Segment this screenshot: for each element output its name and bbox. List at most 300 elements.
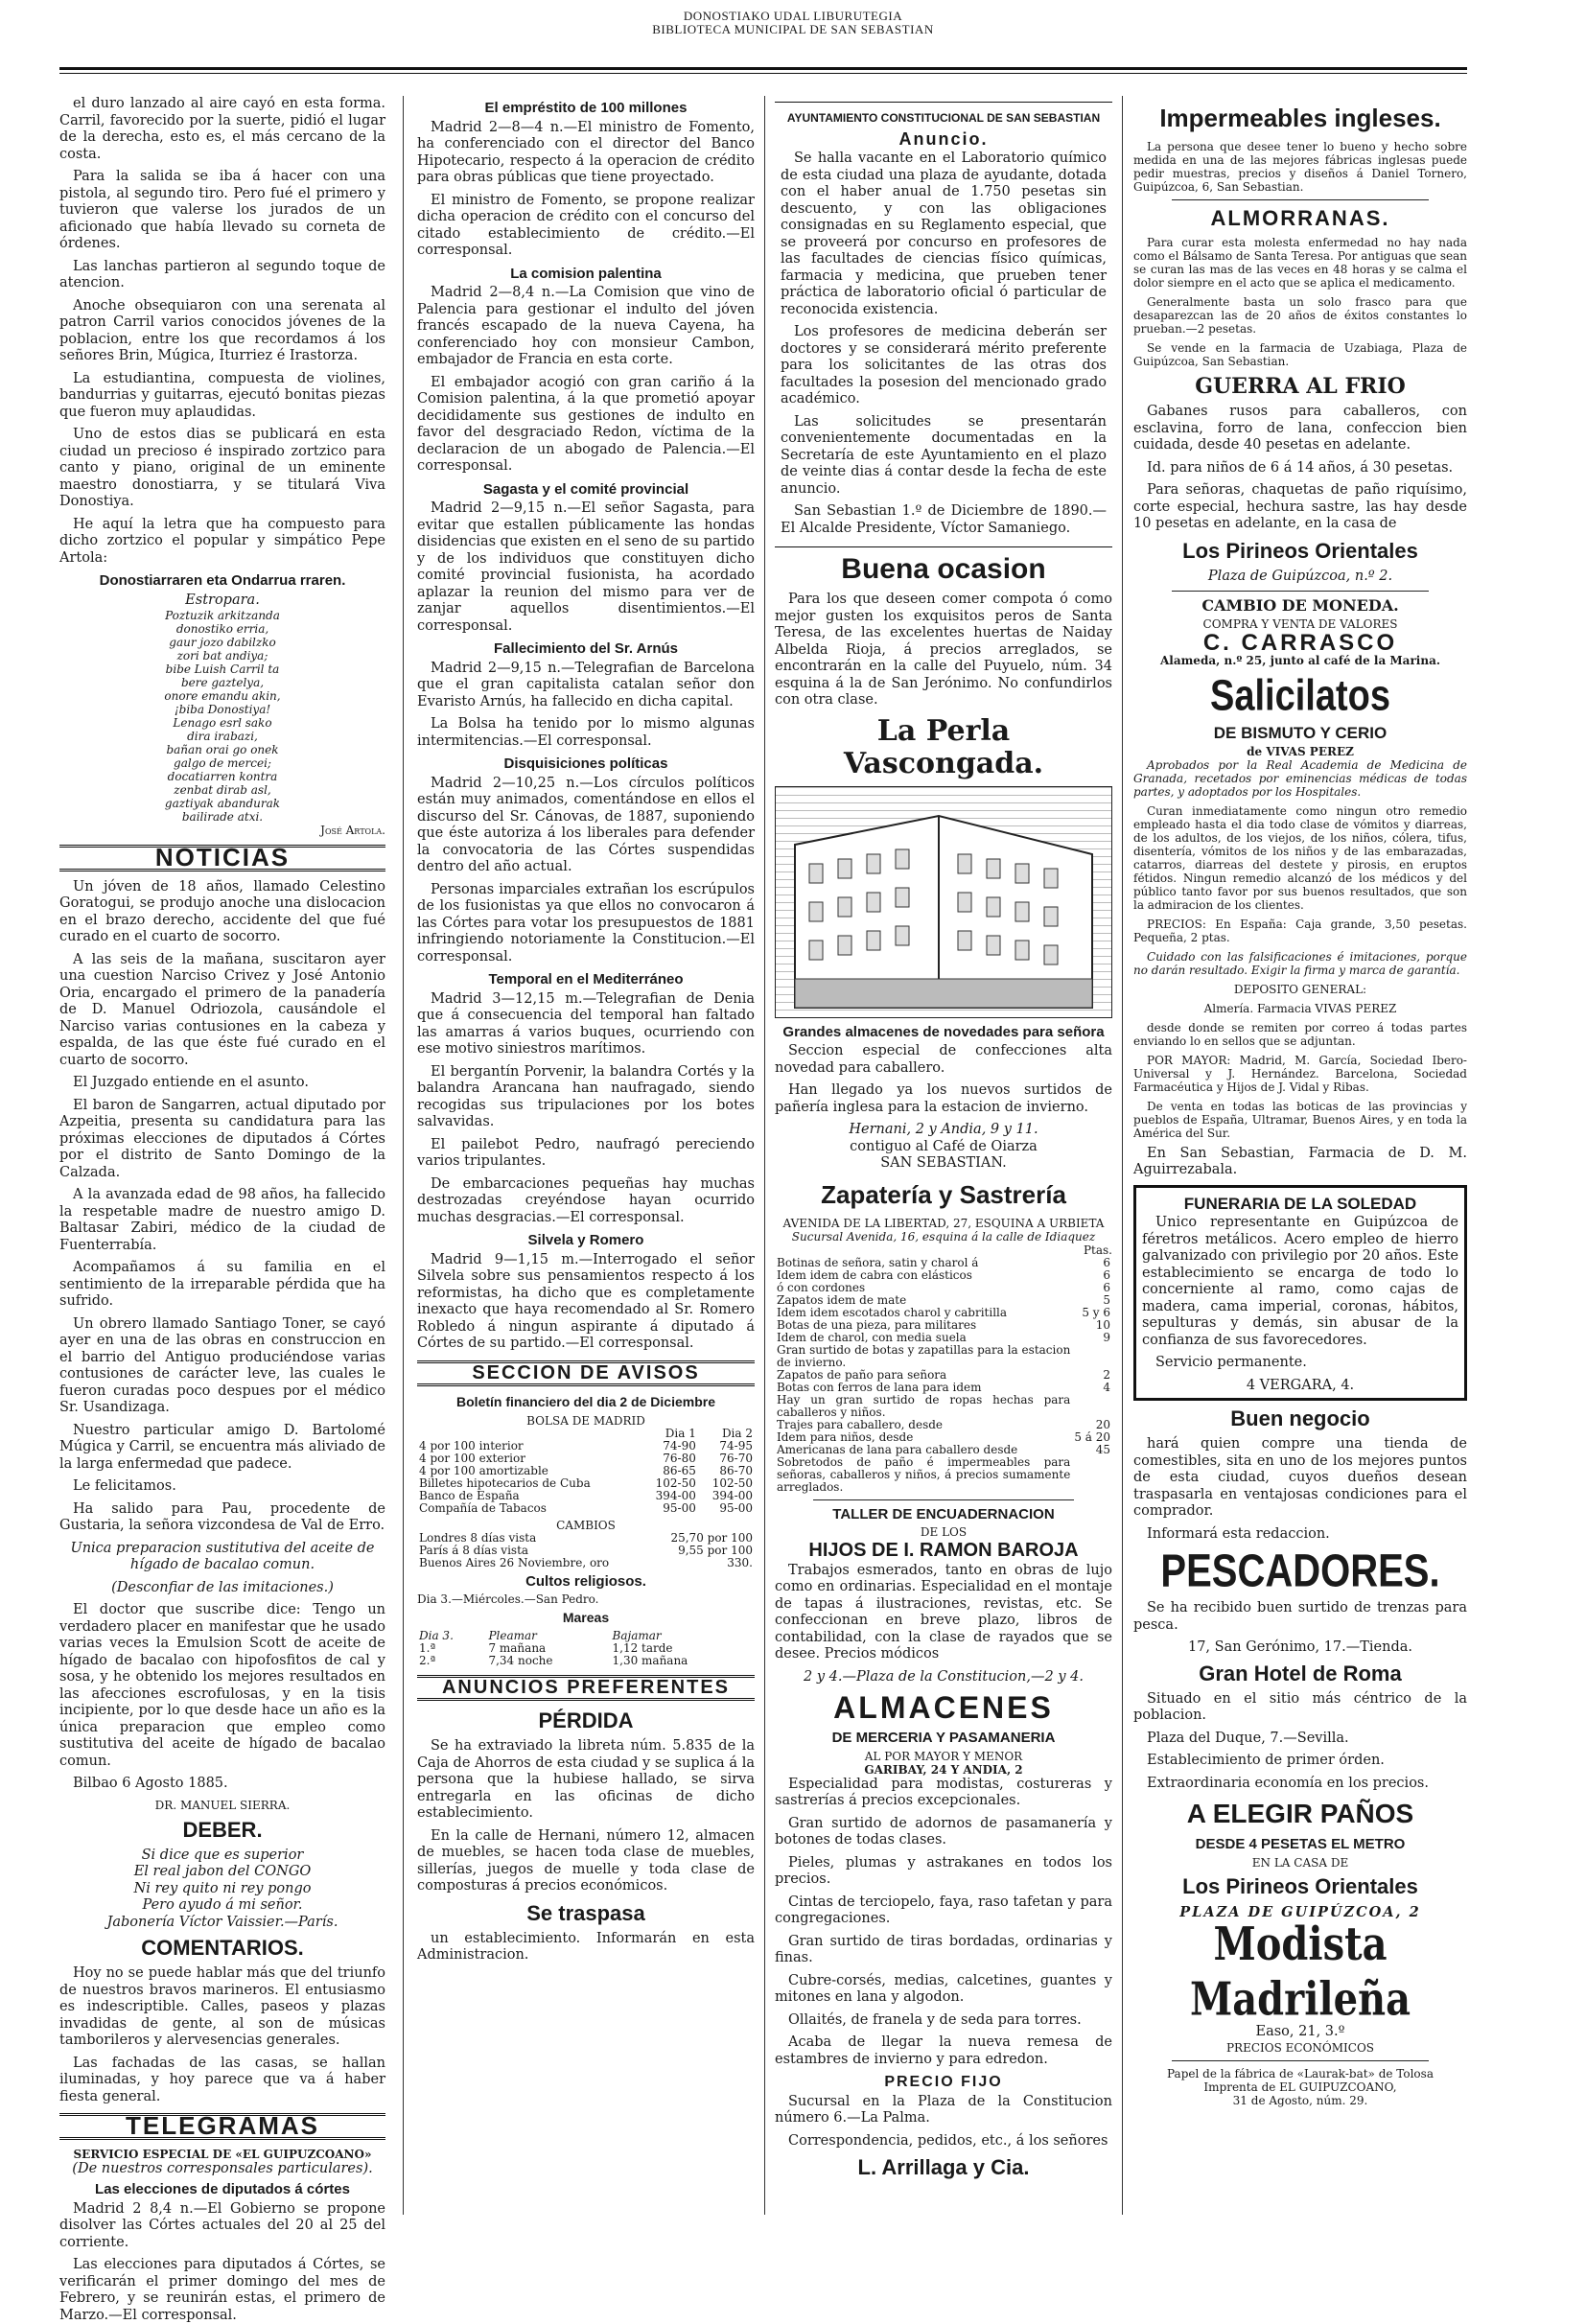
arrillaga-heading: L. Arrillaga y Cia. (857, 2155, 1030, 2179)
table-cell: 394-00 (655, 1488, 696, 1502)
table-cell: Zapatos de paño para señora (777, 1367, 947, 1382)
table-cell: Buenos Aires 26 Noviembre, oro (419, 1555, 610, 1569)
table-row (417, 1502, 755, 1515)
paragraph: Ollaités, de franela y de seda para torres. (788, 2011, 1082, 2028)
table-row (775, 1344, 1112, 1369)
table-cell: 2 (1103, 1367, 1110, 1382)
paragraph: Personas imparciales extrañan los escrúpulos de los fusionistas ya que ellos no convocaron á las Córtes para votar los presupuestos de 1881 infringiendo notoriamente la Constitucion.—El corresponsal. (417, 881, 755, 964)
paragraph: Situado en el sitio más céntrico de la poblacion. (1133, 1690, 1467, 1723)
library-name-spanish: BIBLIOTECA MUNICIPAL DE SAN SEBASTIAN (652, 22, 934, 36)
emprestito-heading: El empréstito de 100 millones (484, 100, 688, 116)
zapateria-price-table (775, 1257, 1112, 1494)
divider (1172, 2060, 1429, 2061)
paragraph: La Bolsa ha tenido por lo mismo algunas intermitencias.—El corresponsal. (417, 716, 755, 749)
deber-heading: DEBER. (182, 1817, 263, 1842)
elegir-panos-heading: A ELEGIR PAÑOS (1186, 1799, 1414, 1828)
ad-date: Bilbao 6 Agosto 1885. (73, 1776, 228, 1791)
library-name-basque: DONOSTIAKO UDAL LIBURUTEGIA (683, 9, 903, 23)
taller-heading: TALLER DE ENCUADERNACION (832, 1505, 1055, 1522)
paragraph: un establecimiento. Informarán en esta Administracion. (417, 1930, 755, 1963)
table-cell: 4 por 100 amortizable (419, 1463, 548, 1477)
poem-line: docatiarren kontra (167, 770, 278, 783)
buena-ocasion-heading: Buena ocasion (841, 553, 1046, 585)
table-row (775, 1319, 1112, 1332)
paragraph: DEPOSITO GENERAL: (1233, 982, 1367, 996)
paragraph: POR MAYOR: Madrid, M. García, Sociedad Ibero-Universal y J. Hernández. Barcelona, Sociedad Farmacéutica y Hijos de J. Vidal y Ribas. (1133, 1053, 1467, 1094)
paragraph: El doctor que suscribe dice: Tengo un verdadero placer en manifestar que he usado varias veces la Emulsion Scott de aceite de hígado de bacalao con hipofosfitos de cal y sosa, y he obtenido los mejores resultados en las afecciones escrofulosas, y en la tisis incipiente, por lo que desde hace un año es la única preparacion que empleo como sustitutiva del aceite de hígado de bacalao comun. (59, 1602, 385, 1769)
poem-subtitle: Estropara. (185, 592, 260, 608)
poem-line: dira irabazi, (187, 730, 258, 743)
table-cell: 4 (1103, 1380, 1110, 1394)
paragraph: Para la salida se iba á hacer con una pistola, al segundo tiro. Pero fué el primero y tuvieron que valerse los jurados de un aficionado que había llevado su corneta de órdenes. (59, 169, 385, 251)
column-1 (59, 96, 385, 2323)
paragraph: Acompañamos á su familia en el sentimiento de la irreparable pérdida que ha sufrido. (59, 1260, 385, 1309)
pirineos-heading: Los Pirineos Orientales (1182, 538, 1418, 563)
table-cell: Idem para niños, desde (777, 1429, 914, 1444)
paragraph: Nuestro particular amigo D. Bartolomé Múgica y Carril, se encuentra más aliviado de la larga enfermedad que padece. (59, 1422, 385, 1472)
poem-line: gaur jozo dabilzko (169, 636, 276, 649)
paragraph: Las solicitudes se presentarán convenientemente documentadas en la Secretaría de este Ayuntamiento en el plazo de veinte dias á contar desde la fecha de este anuncio. (781, 413, 1107, 497)
divider (1172, 591, 1429, 592)
paragraph: Especialidad para modistas, costureras y sastrerías á precios excepcionales. (775, 1776, 1112, 1808)
poem-title: Donostiarraren eta Ondarrua rraren. (99, 572, 346, 589)
baroja-heading: HIJOS DE I. RAMON BAROJA (808, 1540, 1079, 1561)
mareas-heading: Mareas (562, 1610, 610, 1625)
paragraph: En la calle de Hernani, número 12, almacen de muebles, se hacen toda clase de muebles, sillerías, juegos de muelle y toda clase de composturas á precios económicos. (417, 1827, 755, 1894)
paragraph: La estudiantina, compuesta de violines, bandurrias y guitarras, ejecutó bonitas piezas que fueron muy aplaudidas. (59, 370, 385, 420)
table-cell: 45 (1095, 1442, 1110, 1456)
paragraph: Cuidado con las falsificaciones é imitaciones, porque no darán resultado. Exigir la firma y marca de garantía. (1133, 949, 1467, 977)
poem-line: galgo de mercei; (174, 756, 271, 770)
table-row (775, 1431, 1112, 1444)
table-cell: 76-80 (663, 1451, 696, 1465)
table-row (775, 1307, 1112, 1319)
paragraph: He aquí la letra que ha compuesto para dicho zortzico el popular y simpático Pepe Artola: (59, 516, 385, 566)
table-row (417, 1557, 755, 1569)
paragraph: Hoy no se puede hablar más que del triunfo de nuestros bravos marineros. El entusiasmo es indescriptible. Calles, paseos y plazas invadidas de gente, al son de músicas tamborileros y alervesencias generales. (59, 1965, 385, 2048)
table-row (775, 1257, 1112, 1269)
table-row (775, 1456, 1112, 1494)
paragraph: Establecimiento de primer órden. (1147, 1753, 1385, 1768)
table-row (775, 1369, 1112, 1382)
table-cell: Idem idem de cabra con elásticos (777, 1267, 972, 1282)
table-cell: Londres 8 días vista (419, 1530, 537, 1545)
paragraph: Gabanes rusos para caballeros, con esclavina, forro de lana, confeccion bien cuidada, desde 40 pesetas en adelante. (1133, 404, 1467, 453)
table-cell: ó con cordones (777, 1280, 866, 1294)
divider (1172, 199, 1429, 200)
almacenes-subtitle-2: AL POR MAYOR Y MENOR (864, 1749, 1023, 1763)
imprenta-line: 31 de Agosto, núm. 29. (1232, 2093, 1368, 2107)
almacenes-heading: ALMACENES (833, 1690, 1054, 1725)
paragraph: Madrid 2 8,4 n.—El Gobierno se propone disolver las Córtes actuales del 20 al 25 del corriente. (59, 2200, 385, 2250)
table-cell: 102-50 (655, 1476, 696, 1490)
table-cell: Botas con ferros de lana para idem (777, 1380, 982, 1394)
paragraph: San Sebastian 1.º de Diciembre de 1890.—El Alcalde Presidente, Víctor Samaniego. (781, 503, 1107, 536)
paragraph: Servicio permanente. (1155, 1355, 1307, 1370)
imprenta-line: Papel de la fábrica de «Laurak-bat» de Tolosa (1167, 2066, 1434, 2080)
paragraph: Unico representante en Guipúzcoa de féretros metálicos. Acero empleo de hierro galvanizado con privilegio por 20 años. Este establecimiento se encarga de todo lo concerniente al ramo, como cajas de madera, cama imperial, coronas, hábitos, sepulturas y demás, sin abusar de la confianza de sus favorecedores. (1142, 1215, 1458, 1348)
paragraph: La persona que desee tener lo bueno y hecho sobre medida en una de las mejores fábricas inglesas puede pedir muestras, precios y diseños á Daniel Tornero, Guipúzcoa, 6, San Sebastian. (1133, 140, 1467, 194)
paragraph: Madrid 2—8,4 n.—La Comision que vino de Palencia para gestionar el indulto del jóven francés escapado de la nueva Cayena, ha conferenciado hoy con monsieur Cambon, embajador de Francia en esta corte. (417, 285, 755, 367)
paragraph: Se vende en la farmacia de Uzabiaga, Plaza de Guipúzcoa, San Sebastian. (1133, 341, 1467, 368)
almacenes-subtitle: DE MERCERIA Y PASAMANERIA (831, 1730, 1056, 1746)
perla-address-line: SAN SEBASTIAN. (880, 1155, 1007, 1171)
arnus-heading: Fallecimiento del Sr. Arnús (494, 640, 678, 657)
silvela-heading: Silvela y Romero (527, 1232, 644, 1248)
elecciones-heading: Las elecciones de diputados á córtes (95, 2181, 350, 2197)
perla-address-line: Hernani, 2 y Andia, 9 y 11. (849, 1122, 1038, 1137)
elegir-casa-label: EN LA CASA DE (1251, 1855, 1349, 1870)
table-cell: 330. (727, 1555, 753, 1569)
pirineos-address: Plaza de Guipúzcoa, n.º 2. (1207, 568, 1393, 584)
table-cell: 6 (1103, 1267, 1110, 1282)
column-header: Dia 1 (665, 1426, 696, 1440)
telegramas-note: (De nuestros corresponsales particulares). (72, 2160, 373, 2176)
paragraph: Un obrero llamado Santiago Toner, se cayó ayer en una de las obras en construccion en el barrio del Antiguo produciéndose varias contusiones de carácter leve, las cuales le fueron curadas poco despues por el médico Sr. Usandizaga. (59, 1315, 385, 1415)
table-row (775, 1282, 1112, 1294)
zapateria-heading: Zapatería y Sastrería (821, 1179, 1066, 1209)
table-cell (1072, 1394, 1112, 1419)
comentarios-heading: COMENTARIOS. (141, 1936, 304, 1960)
paragraph: Gran surtido de adornos de pasamanería y botones de todas clases. (775, 1815, 1112, 1848)
column-header: Dia 2 (721, 1426, 753, 1440)
paragraph: A las seis de la mañana, suscitaron ayer una cuestion Narciso Crivez y José Antonio Oria, encargado el primero de la panadería de D. Manuel Odriozola, causándole el Narciso varias contusiones en la cabeza y espalda, de las que éste fué curado en el cuarto de socorro. (59, 951, 385, 1068)
noticias-heading: NOTICIAS (59, 845, 385, 872)
paragraph: Curan inmediatamente como ningun otro remedio empleado hasta el dia todo clase de vómitos y diarreas, de los adultos, de los viejos, de los niños, cólera, tifus, disentería, vómitos de los niños y de las embarazadas, catarros, diarreas del destete y pirosis, en eruptos fétidos. Ningun remedio alcanzó de los médicos y del público tanto favor por sus buenos resultados, que son la admiracion de los clientes. (1133, 803, 1467, 912)
paragraph: hará quien compre una tienda de comestibles, sita en uno de los mejores puntos de esta ciudad, cuyos dueños desean traspasarla en ventajosas condiciones para el comprador. (1133, 1436, 1467, 1519)
boletin-heading: Boletín financiero del dia 2 de Diciembre (456, 1394, 715, 1409)
paragraph: Los profesores de medicina deberán ser doctores y se considerará mérito preferente para los solicitantes de las otras dos facultades la posesion del mencionado grado académico. (781, 324, 1107, 407)
poem-line: bere gaztelya, (180, 676, 265, 689)
table-cell: Trajes para caballero, desde (777, 1417, 944, 1431)
temporal-heading: Temporal en el Mediterráneo (488, 971, 684, 988)
poem-line: Lenago esrl sako (173, 716, 272, 730)
perdida-heading: PÉRDIDA (538, 1708, 634, 1732)
table-cell: 95-00 (719, 1500, 753, 1515)
modista-address: Easo, 21, 3.º (1255, 2024, 1345, 2039)
paragraph: Para los que deseen comer compota ó como mejor gusten los exquisitos peros de Santa Teresa, de las excelentes huertas de Naiday Albelda Rioja, á precios arreglados, se encontrarán en la calle del Puyuelo, núm. 34 esquina á la de San Jerónimo. No confundirlos con otra clase. (775, 592, 1112, 708)
paragraph: Madrid 2—10,25 n.—Los círculos políticos están muy animados, comentándose en ellos el discurso del Sr. Cánovas, de 1887, suponiendo que éste autoriza á los liberales para defender la convocatoria de las Córtes suspendidas dentro del año actual. (417, 775, 755, 874)
preferentes-heading: ANUNCIOS PREFERENTES (417, 1675, 755, 1702)
paragraph: Madrid 9—1,15 m.—Interrogado el señor Silvela sobre sus pensamientos respecto á los reformistas, ha dicho que es completamente inexacto que haya recomendado al Sr. Romero Robledo á ningun aspirante á diputado á Córtes de su partido.—El corresponsal. (417, 1251, 755, 1351)
paragraph: el duro lanzado al aire cayó en esta forma. Carril, favorecido por la suerte, pidió el lugar de la derecha, esto es, el más cercano de la costa. (59, 96, 385, 162)
table-cell: 102-50 (711, 1476, 753, 1490)
table-cell: París á 8 días vista (419, 1543, 529, 1557)
verse-line: Jabonería Víctor Vaissier.—París. (106, 1914, 338, 1930)
divider (813, 1499, 1074, 1500)
poem-line: zori bat andiya; (176, 649, 268, 662)
paragraph: Generalmente basta un solo frasco para que desaparezcan las de 20 años de éxitos constantes lo prueban.—2 pesetas. (1133, 295, 1467, 336)
table-cell: Zapatos idem de mate (777, 1292, 907, 1307)
paragraph: El ministro de Fomento, se propone realizar dicha operacion de crédito con el concurso del citado establecimiento de crédito.—El corresponsal. (417, 192, 755, 258)
impermeables-heading: Impermeables ingleses. (1159, 104, 1441, 132)
table-row (417, 1655, 755, 1667)
paragraph: El embajador acogió con gran cariño á la Comision palentina, á la que prometió apoyar decididamente sus gestiones de indulto en favor del desgraciado Redon, víctima de la declaracion de un abogado de Palencia.—El corresponsal. (417, 374, 755, 474)
buen-negocio-heading: Buen negocio (1230, 1406, 1370, 1430)
poem-author: José Artola. (320, 824, 385, 837)
table-cell: 76-70 (719, 1451, 753, 1465)
table-row (417, 1545, 755, 1557)
elegir-panos-subtitle: DESDE 4 PESETAS EL METRO (1195, 1836, 1406, 1852)
table-cell: 1,12 tarde (612, 1640, 673, 1655)
table-header-row (417, 1630, 755, 1642)
table-cell: Botinas de señora, satin y charol á (777, 1255, 979, 1269)
paragraph: Id. para niños de 6 á 14 años, á 30 pesetas. (1147, 459, 1454, 476)
paragraph: Madrid 2—8—4 n.—El ministro de Fomento, ha conferenciado con el director del Banco Hipotecario, respecto á la operacion de crédito para obras públicas que tiene proyectado. (417, 119, 755, 185)
noticias-section (59, 879, 385, 1535)
table-row (775, 1269, 1112, 1282)
table-row (417, 1642, 755, 1655)
poem-line: donostiko erria, (175, 622, 269, 636)
paragraph: Pieles, plumas y astrakanes en todos los precios. (775, 1854, 1112, 1887)
scott-emulsion-ad (59, 1541, 385, 1812)
paragraph: Plaza del Duque, 7.—Sevilla. (1147, 1730, 1349, 1746)
table-cell: 10 (1095, 1317, 1110, 1332)
table-cell: 9,55 por 100 (678, 1543, 753, 1557)
poem-line: gaztiyak abandurak (164, 797, 281, 810)
table-row (417, 1452, 755, 1465)
paragraph: Un jóven de 18 años, llamado Celestino Goratogui, se produjo anoche una dislocacion en el brazo derecho, accidente del que fué curado en el cuarto de socorro. (59, 878, 385, 944)
bismuto-subtitle: DE BISMUTO Y CERIO (1213, 724, 1388, 742)
cambios-table (417, 1532, 755, 1569)
almacenes-address: GARIBAY, 24 Y ANDIA, 2 (864, 1762, 1023, 1777)
modista-heading: Modista Madrileña (1189, 1917, 1411, 2027)
elegir-address: PLAZA DE GUIPÚZCOA, 2 (1179, 1903, 1421, 1920)
paragraph: Las elecciones para diputados á Córtes, se verificarán el primer domingo del mes de Febrero, y se reunirán estas, el primero de Marzo.—El corresponsal. (59, 2257, 385, 2323)
paragraph: Para señoras, chaquetas de paño riquísimo, corte especial, hechura sastre, las hay desde 10 pesetas en adelante, en la casa de (1133, 482, 1467, 531)
cambio-moneda-heading: CAMBIO DE MONEDA. (1201, 596, 1399, 615)
verse-line: Si dice que es superior (141, 1847, 304, 1863)
paragraph: PRECIOS: En España: Caja grande, 3,50 pesetas. Pequeña, 2 ptas. (1133, 917, 1467, 944)
ad-note: (Desconfiar de las imitaciones.) (111, 1579, 334, 1595)
poem-line: Poztuzik arkitzanda (165, 609, 280, 622)
poem-line: zenbat dirab asl, (174, 783, 271, 797)
poem-line: bailirade atxi. (181, 810, 264, 824)
perla-subtitle: Grandes almacenes de novedades para señora (782, 1023, 1105, 1040)
table-cell: 74-90 (663, 1438, 696, 1452)
poem-line: bañan orai go onek (166, 743, 279, 756)
avisos-heading: SECCION DE AVISOS (417, 1360, 755, 1387)
table-cell: 1.ª (419, 1640, 436, 1655)
carrasco-address: Alameda, n.º 25, junto al café de la Marina. (1159, 654, 1441, 667)
table-cell: 1,30 mañana (612, 1653, 688, 1667)
table-cell: Sobretodos de paño é impermeables para señoras, caballeros y niños, á precios sumamente arreglados. (777, 1454, 1071, 1494)
table-cell: 86-70 (719, 1463, 753, 1477)
paragraph: Las lanchas partieron al segundo toque de atencion. (59, 258, 385, 290)
paragraph: Cintas de terciopelo, faya, raso tafetan y para congregaciones. (775, 1894, 1112, 1926)
column-header: Dia 3. (419, 1628, 454, 1642)
table-cell: Billetes hipotecarios de Cuba (419, 1476, 591, 1490)
perla-vascongada-heading: La Perla Vascongada. (843, 713, 1044, 780)
verse-line: El real jabon del CONGO (133, 1864, 312, 1879)
library-header (0, 10, 1586, 36)
column-3 (775, 96, 1112, 2215)
table-row (417, 1465, 755, 1477)
ad-headline: Unica preparacion sustitutiva del aceite de hígado de bacalao comun. (70, 1540, 375, 1572)
traspasa-heading: Se traspasa (526, 1900, 645, 1925)
paragraph: Ha salido para Pau, procedente de Gustaria, la señora vizcondesa de Val de Erro. (59, 1500, 385, 1533)
table-cell: 6 (1103, 1280, 1110, 1294)
table-cell: Idem idem escotados charol y cabritilla (777, 1305, 1008, 1319)
elegir-pirineos-heading: Los Pirineos Orientales (1182, 1873, 1418, 1898)
table-cell: Hay un gran surtido de ropas hechas para caballeros y niños. (777, 1392, 1071, 1419)
pescadores-address: 17, San Gerónimo, 17.—Tienda. (1187, 1639, 1413, 1655)
table-cell: 5 á 20 (1074, 1429, 1110, 1444)
ayuntamiento-notice (775, 102, 1112, 547)
column-divider-2 (764, 96, 765, 2215)
ayuntamiento-heading: AYUNTAMIENTO CONSTITUCIONAL DE SAN SEBASTIAN (786, 111, 1101, 125)
column-header: Pleamar (488, 1628, 537, 1642)
bolsa-madrid-label: BOLSA DE MADRID (526, 1413, 645, 1428)
paragraph: Uno de estos dias se publicará en esta ciudad un precioso é inspirado zortzico para canto y piano, original de un eminente maestro donostiarra, y se titulará Viva Donostiya. (59, 427, 385, 509)
funeraria-heading: FUNERARIA DE LA SOLEDAD (1183, 1194, 1417, 1213)
perla-address-line: contiguo al Café de Oiarza (850, 1138, 1038, 1154)
table-row (417, 1477, 755, 1490)
carrasco-heading: C. CARRASCO (1202, 629, 1398, 656)
building-icon (776, 787, 1111, 1017)
paragraph: Madrid 2—9,15 n.—Telegrafian de Barcelona que el gran capitalista catalan señor don Evaristo Arnús, ha fallecido en dicha capital. (417, 660, 755, 709)
table-cell: Gran surtido de botas y zapatillas para la estacion de invierno. (777, 1342, 1071, 1369)
verse-line: Ni rey quito ni rey pongo (133, 1880, 312, 1896)
bolsa-table (417, 1428, 755, 1515)
almorranas-heading: ALMORRANAS. (1210, 206, 1390, 230)
telegramas-subtitle: SERVICIO ESPECIAL DE «EL GUIPUZCOANO» (73, 2147, 372, 2161)
paragraph: Sucursal en la Plaza de la Constitucion número 6.—La Palma. (775, 2093, 1112, 2126)
paragraph: Cubre-corsés, medias, calcetines, guantes y mitones en lana y algodon. (775, 1972, 1112, 2005)
table-cell: Americanas de lana para caballero desde (777, 1442, 1018, 1456)
paragraph: De embarcaciones pequeñas hay muchas destrozadas creyéndose hayan ocurrido muchas desgracias.—El corresponsal. (417, 1175, 755, 1225)
table-cell: 394-00 (711, 1488, 753, 1502)
table-row (775, 1419, 1112, 1431)
building-illustration (775, 786, 1112, 1018)
disquisiciones-heading: Disquisiciones políticas (503, 755, 668, 772)
taller-de-label: DE LOS (920, 1525, 968, 1539)
table-cell: Idem de charol, con media suela (777, 1330, 967, 1344)
modista-precios: PRECIOS ECONÓMICOS (1225, 2040, 1375, 2055)
paragraph: Le felicitamos. (73, 1478, 176, 1494)
table-cell: 4 por 100 interior (419, 1438, 524, 1452)
imprenta-line: Imprenta de EL GUIPUZCOANO, (1203, 2080, 1397, 2094)
verse-line: Pero ayudo á mi señor. (142, 1897, 303, 1913)
anuncio-heading: Anuncio. (898, 128, 989, 149)
pescadores-heading: PESCADORES. (1160, 1545, 1440, 1597)
paragraph: En San Sebastian, Farmacia de D. M. Aguirrezabala. (1133, 1145, 1467, 1177)
table-cell: 4 por 100 exterior (419, 1451, 525, 1465)
paragraph: Trabajos esmerados, tanto en obras de lujo como en ordinarias. Especialidad en el montaje de tapas á ilustraciones, revistas, etc. Se confeccionan en breve plazo, libros de contabilidad, con la clase de rayados que se desee. Precios módicos (775, 1562, 1112, 1662)
telegramas-heading: TELEGRAMAS (59, 2113, 385, 2140)
guerra-frio-heading: GUERRA AL FRIO (1195, 374, 1406, 399)
table-cell: 2.ª (419, 1653, 436, 1667)
paragraph: Anoche obsequiaron con una serenata al patron Carril varios conocidos jóvenes de la poblacion, entre los que recordamos á los señores Brin, Múgica, Iturriez é Irastorza. (59, 297, 385, 363)
paragraph: Informará esta redaccion. (1147, 1525, 1330, 1542)
paragraph: Seccion especial de confecciones alta novedad para caballero. (775, 1043, 1112, 1076)
paragraph: De venta en todas las boticas de las provincias y pueblos de España, Ultramar, Buenos Aires, y en toda la América del Sur. (1133, 1099, 1467, 1140)
ad-signature: DR. MANUEL SIERRA. (154, 1798, 291, 1812)
sagasta-heading: Sagasta y el comité provincial (482, 480, 689, 498)
table-row (775, 1332, 1112, 1344)
paragraph: A la avanzada edad de 98 años, ha fallecido la respetable madre de nuestro amigo D. Baltasar Zabiri, médico de la ciudad de Fuenterrabía. (59, 1187, 385, 1253)
poem-line: bibe Luish Carril ta (165, 662, 280, 676)
paragraph: Madrid 2—9,15 n.—El señor Sagasta, para evitar que estallen públicamente las hondas disidencias que existen en el seno de su partido y de los individuos que constituyen dicho comité provincial fusionista, ha acordado aplazar la reunion del mismo para ver de zanjar aquellos disentimientos.—El corresponsal. (417, 500, 755, 634)
vivas-perez-label: de VIVAS PEREZ (1247, 744, 1354, 758)
table-cell: Banco de España (419, 1488, 520, 1502)
table-cell: 86-65 (663, 1463, 696, 1477)
precio-fijo-heading: PRECIO FIJO (884, 2074, 1003, 2090)
table-row (775, 1382, 1112, 1394)
table-row (417, 1490, 755, 1502)
paragraph: Han llegado ya los nuevos surtidos de pañería inglesa para la estacion de invierno. (775, 1082, 1112, 1115)
table-cell: Botas de una pieza, para militares (777, 1317, 977, 1332)
table-cell (1072, 1456, 1112, 1494)
table-cell: 6 (1103, 1255, 1110, 1269)
column-divider-3 (1122, 96, 1123, 2215)
paragraph: Aprobados por la Real Academia de Medicina de Granada, recetados por eminencias médicas de todas partes, y adoptados por los Hospitales. (1133, 757, 1467, 799)
table-row (417, 1532, 755, 1545)
paragraph: El baron de Sangarren, actual diputado por Azpeitia, presenta su candidatura para las próximas elecciones de diputados á Córtes por el distrito de Santo Domingo de la Calzada. (59, 1097, 385, 1180)
table-row (775, 1394, 1112, 1419)
column-4 (1133, 96, 1467, 2215)
paragraph: Se halla vacante en el Laboratorio químico de esta ciudad una plaza de ayudante, dotada con el haber anual de 1.750 pesetas sin descuento, y con las obligaciones consignadas en su Reglamento especial, que se proveerá por concurso en profesores de las facultades de ciencias físico químicas, farmacia y medicina, que prueben tener práctica de laboratorio oficial ó particular de reconocida existencia. (781, 151, 1107, 317)
table-row (417, 1440, 755, 1452)
column-2 (417, 96, 755, 2215)
poem (59, 609, 385, 824)
funeraria-ad (1133, 1185, 1467, 1402)
table-cell: 5 y 6 (1082, 1305, 1110, 1319)
cultos-text: Dia 3.—Miércoles.—San Pedro. (417, 1592, 599, 1606)
paragraph: Se ha recibido buen surtido de trenzas para pesca. (1133, 1600, 1467, 1633)
paragraph: Se ha extraviado la libreta núm. 5.835 de la Caja de Ahorros de esta ciudad y se suplica á la persona que la hubiese hallado, se sirva entregarla en las oficinas de dicho establecimiento. (417, 1738, 755, 1821)
column-header: Bajamar (612, 1628, 662, 1642)
table-cell: 25,70 por 100 (670, 1530, 753, 1545)
top-rule-thick (59, 67, 1467, 70)
table-cell: 9 (1103, 1330, 1110, 1344)
paragraph: Extraordinaria economía en los precios. (1147, 1775, 1429, 1791)
cambio-subtitle: COMPRA Y VENTA DE VALORES (1202, 616, 1398, 631)
paragraph: El bergantín Porvenir, la balandra Cortés y la balandra Arancana han naufragado, siendo recogidas sus tripulaciones por los botes salvavidas. (417, 1063, 755, 1129)
regatta-article (59, 96, 385, 567)
table-cell (1072, 1344, 1112, 1369)
paragraph: Almería. Farmacia VIVAS PEREZ (1203, 1001, 1397, 1015)
mareas-table (417, 1630, 755, 1667)
funeraria-address: 4 VERGARA, 4. (1246, 1377, 1355, 1393)
table-cell: 95-00 (663, 1500, 696, 1515)
table-cell: 7,34 noche (488, 1653, 553, 1667)
paragraph: Para curar esta molesta enfermedad no hay nada como el Bálsamo de Santa Teresa. Por antiguas que sean se curan las mas de las veces en 48 horas y se calma el dolor siempre en el acto que se aplica el medicamento. (1133, 236, 1467, 290)
paragraph: Acaba de llegar la nueva remesa de estambres de invierno y para edredon. (775, 2034, 1112, 2067)
table-cell: 20 (1095, 1417, 1110, 1431)
palentina-heading: La comision palentina (510, 265, 662, 282)
deber-verse (59, 1848, 385, 1932)
paragraph: El pailebot Pedro, naufragó pereciendo varios tripulantes. (417, 1136, 755, 1169)
top-rule-thin (59, 73, 1467, 74)
poem-line: ¡biba Donostiya! (174, 703, 271, 716)
table-cell: 5 (1103, 1292, 1110, 1307)
table-cell: 7 mañana (488, 1640, 547, 1655)
salicilatos-heading: Salicilatos (1210, 671, 1390, 721)
table-cell: 74-95 (719, 1438, 753, 1452)
poem-line: onore emandu akin, (164, 689, 281, 703)
table-row (775, 1294, 1112, 1307)
column-divider-1 (403, 96, 404, 2215)
cultos-heading: Cultos religiosos. (525, 1572, 646, 1590)
paragraph: Correspondencia, pedidos, etc., á los señores (788, 2132, 1108, 2149)
table-cell: Compañía de Tabacos (419, 1500, 547, 1515)
zapateria-branch: Sucursal Avenida, 16, esquina á la calle de Idiaquez (791, 1229, 1096, 1243)
cambios-label: CAMBIOS (556, 1518, 616, 1532)
table-row (775, 1444, 1112, 1456)
paragraph: El Juzgado entiende en el asunto. (73, 1075, 309, 1090)
zapateria-address: AVENIDA DE LA LIBERTAD, 27, ESQUINA A URBIETA (782, 1216, 1105, 1230)
